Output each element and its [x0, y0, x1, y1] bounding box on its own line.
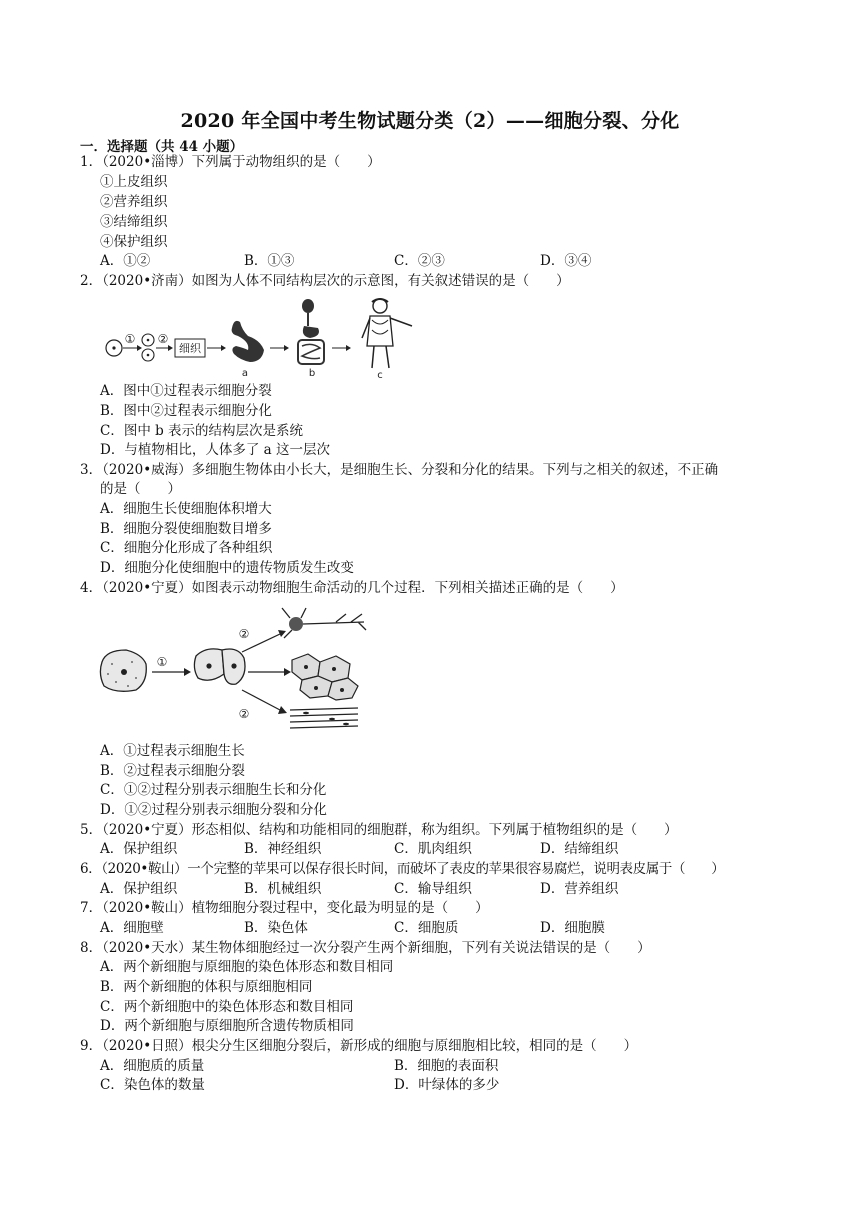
question-5-option-c: C．肌肉组织: [394, 841, 472, 857]
question-1-item-4: ④保护组织: [100, 234, 168, 250]
section-heading: 一．选择题（共 44 小题）: [80, 139, 244, 155]
question-9-option-a: A．细胞质的质量: [100, 1058, 205, 1074]
question-7-option-d: D．细胞膜: [540, 920, 605, 936]
question-6-stem: 6．（2020•鞍山）一个完整的苹果可以保存很长时间，而破坏了表皮的苹果很容易腐烂，说明表皮属于（ ）: [80, 861, 725, 877]
question-6-option-b: B．机械组织: [244, 881, 322, 897]
question-6-option-c: C．输导组织: [394, 881, 472, 897]
question-7-option-a: A．细胞壁: [100, 920, 164, 936]
question-8-option-c: C．两个新细胞中的染色体形态和数目相同: [100, 999, 354, 1015]
question-9-stem: 9．（2020•日照）根尖分生区细胞分裂后，新形成的细胞与原细胞相比较，相同的是（ ）: [80, 1038, 638, 1054]
question-4-stem: 4．（2020•宁夏）如图表示动物细胞生命活动的几个过程．下列相关描述正确的是（ ）: [80, 580, 624, 596]
question-8-option-d: D．两个新细胞与原细胞所含遗传物质相同: [100, 1018, 354, 1034]
question-7-stem: 7．（2020•鞍山）植物细胞分裂过程中，变化最为明显的是（ ）: [80, 900, 489, 916]
question-1-item-3: ③结缔组织: [100, 214, 168, 230]
body-structure-levels-figure: [100, 296, 420, 382]
question-8-option-b: B．两个新细胞的体积与原细胞相同: [100, 979, 313, 995]
question-9-option-b: B．细胞的表面积: [394, 1058, 499, 1074]
question-5-stem: 5．（2020•宁夏）形态相似、结构和功能相同的细胞群，称为组织。下列属于植物组织的是（ ）: [80, 822, 678, 838]
question-2-option-d: D．与植物相比，人体多了 a 这一层次: [100, 442, 330, 458]
question-2-option-a: A．图中①过程表示细胞分裂: [100, 383, 272, 399]
question-9-option-d: D．叶绿体的多少: [394, 1077, 500, 1093]
question-6-option-d: D．营养组织: [540, 881, 619, 897]
figure2-tissue-box: 细织: [179, 342, 201, 355]
question-3-option-d: D．细胞分化使细胞中的遗传物质发生改变: [100, 560, 354, 576]
question-1-item-1: ①上皮组织: [100, 174, 168, 190]
question-2-option-c: C．图中 b 表示的结构层次是系统: [100, 423, 304, 439]
question-3-option-c: C．细胞分化形成了各种组织: [100, 540, 273, 556]
figure4-mark-2-top: ②: [238, 627, 250, 641]
question-1-item-2: ②营养组织: [100, 194, 168, 210]
question-3-option-b: B．细胞分裂使细胞数目增多: [100, 521, 272, 537]
question-4-option-b: B．②过程表示细胞分裂: [100, 763, 245, 779]
question-1-stem: 1．（2020•淄博）下列属于动物组织的是（ ）: [80, 154, 381, 170]
figure2-circle-1: ①: [124, 332, 136, 346]
question-7-option-b: B．染色体: [244, 920, 308, 936]
page-title: 2020 年全国中考生物试题分类（2）——细胞分裂、分化: [180, 110, 680, 132]
question-9-option-c: C．染色体的数量: [100, 1077, 205, 1093]
question-6-option-a: A．保护组织: [100, 881, 178, 897]
question-4-option-c: C．①②过程分别表示细胞生长和分化: [100, 782, 327, 798]
question-2-stem: 2．（2020•济南）如图为人体不同结构层次的示意图，有关叙述错误的是（ ）: [80, 273, 570, 289]
figure4-mark-2-bottom: ②: [238, 707, 250, 721]
question-3-stem: 3．（2020•威海）多细胞生物体由小长大，是细胞生长、分裂和分化的结果。下列与之相关的叙述，不正确: [80, 462, 719, 478]
question-1-option-d: D．③④: [540, 253, 592, 269]
question-1-option-a: A．①②: [100, 253, 151, 269]
figure4-mark-1: ①: [156, 655, 168, 669]
question-4-option-a: A．①过程表示细胞生长: [100, 743, 245, 759]
question-3-option-a: A．细胞生长使细胞体积增大: [100, 501, 272, 517]
question-2-option-b: B．图中②过程表示细胞分化: [100, 403, 272, 419]
question-8-option-a: A．两个新细胞与原细胞的染色体形态和数目相同: [100, 959, 394, 975]
question-4-option-d: D．①②过程分别表示细胞分裂和分化: [100, 802, 327, 818]
question-1-option-b: B．①③: [244, 253, 295, 269]
figure2-label-b: b: [308, 368, 316, 379]
question-5-option-b: B．神经组织: [244, 841, 322, 857]
question-5-option-a: A．保护组织: [100, 841, 178, 857]
figure2-circle-2: ②: [157, 332, 169, 346]
question-1-option-c: C．②③: [394, 253, 445, 269]
question-8-stem: 8．（2020•天水）某生物体细胞经过一次分裂产生两个新细胞，下列有关说法错误的是（ ）: [80, 940, 651, 956]
question-7-option-c: C．细胞质: [394, 920, 459, 936]
question-3-stem-cont: 的是（ ）: [100, 481, 181, 497]
figure2-label-a: a: [241, 368, 249, 379]
cell-activity-figure: [96, 602, 376, 740]
question-5-option-d: D．结缔组织: [540, 841, 619, 857]
figure2-label-c: c: [377, 370, 383, 381]
